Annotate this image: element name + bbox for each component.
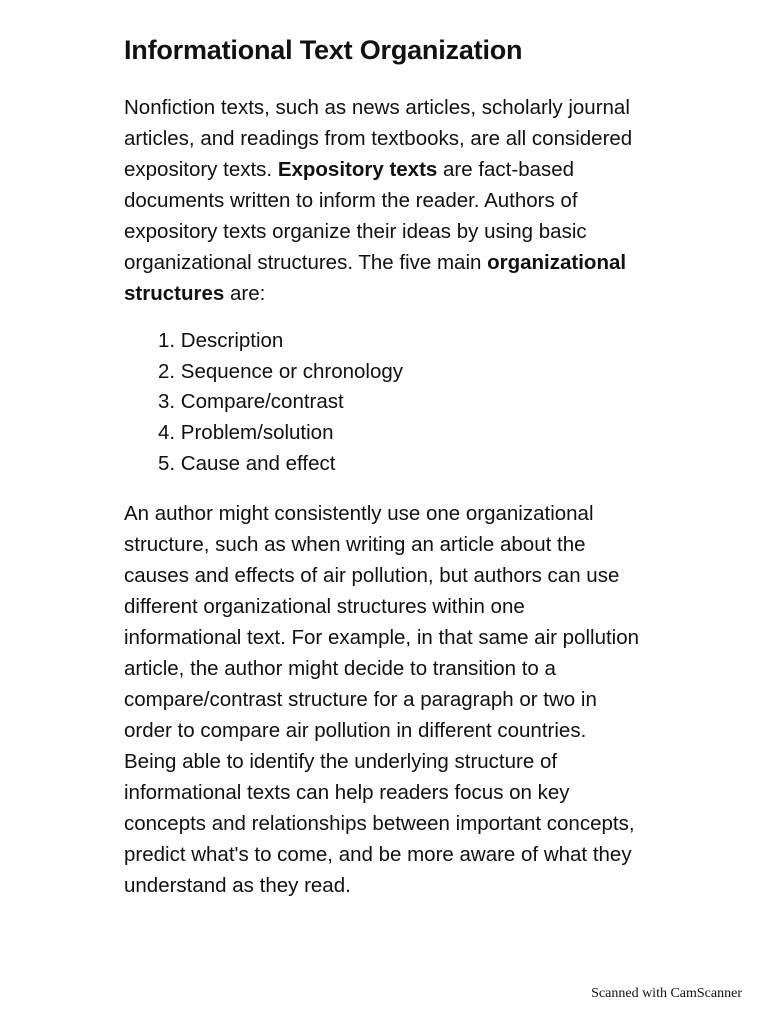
intro-paragraph — [124, 92, 644, 309]
list-item: 4. Problem/solution — [158, 421, 334, 445]
list-item: 3. Compare/contrast — [158, 390, 344, 414]
list-item: 2. Sequence or chronology — [158, 359, 404, 383]
intro-text-2: are fact-based documents written to inform the reader. Authors of expository texts organize their ideas by using basic organizational structures. The five main — [124, 158, 587, 274]
term-organizational-structures: organizational structures — [124, 251, 627, 305]
list-item: 5. Cause and effect — [158, 451, 336, 475]
body-paragraph: An author might consistently use one organizational structure, such as when writing an article about the causes and effects of air pollution, but authors can use different organizational structures within one informational text. For example, in that same air pollution article, the author might decide to transition to a compare/contrast structure for a paragraph or two in order to compare air pollution in different countries. Being able to identify the underlying structure of informational texts can help readers focus on key concepts and relationships between important concepts, predict what's to come, and be more aware of what they understand as they read. — [124, 501, 640, 897]
intro-text-3: are: — [224, 282, 266, 305]
list-item: 1. Description — [158, 329, 284, 352]
page-title: Informational Text Organization — [124, 35, 523, 65]
structures-list — [124, 326, 644, 480]
scanner-watermark: Scanned with CamScanner — [591, 986, 742, 1001]
document-page — [124, 32, 644, 901]
term-expository-texts: Expository texts — [277, 158, 438, 181]
intro-text-1: Nonfiction texts, such as news articles, scholarly journal articles, and readings from textbooks, are all considered expository texts. — [124, 96, 633, 181]
